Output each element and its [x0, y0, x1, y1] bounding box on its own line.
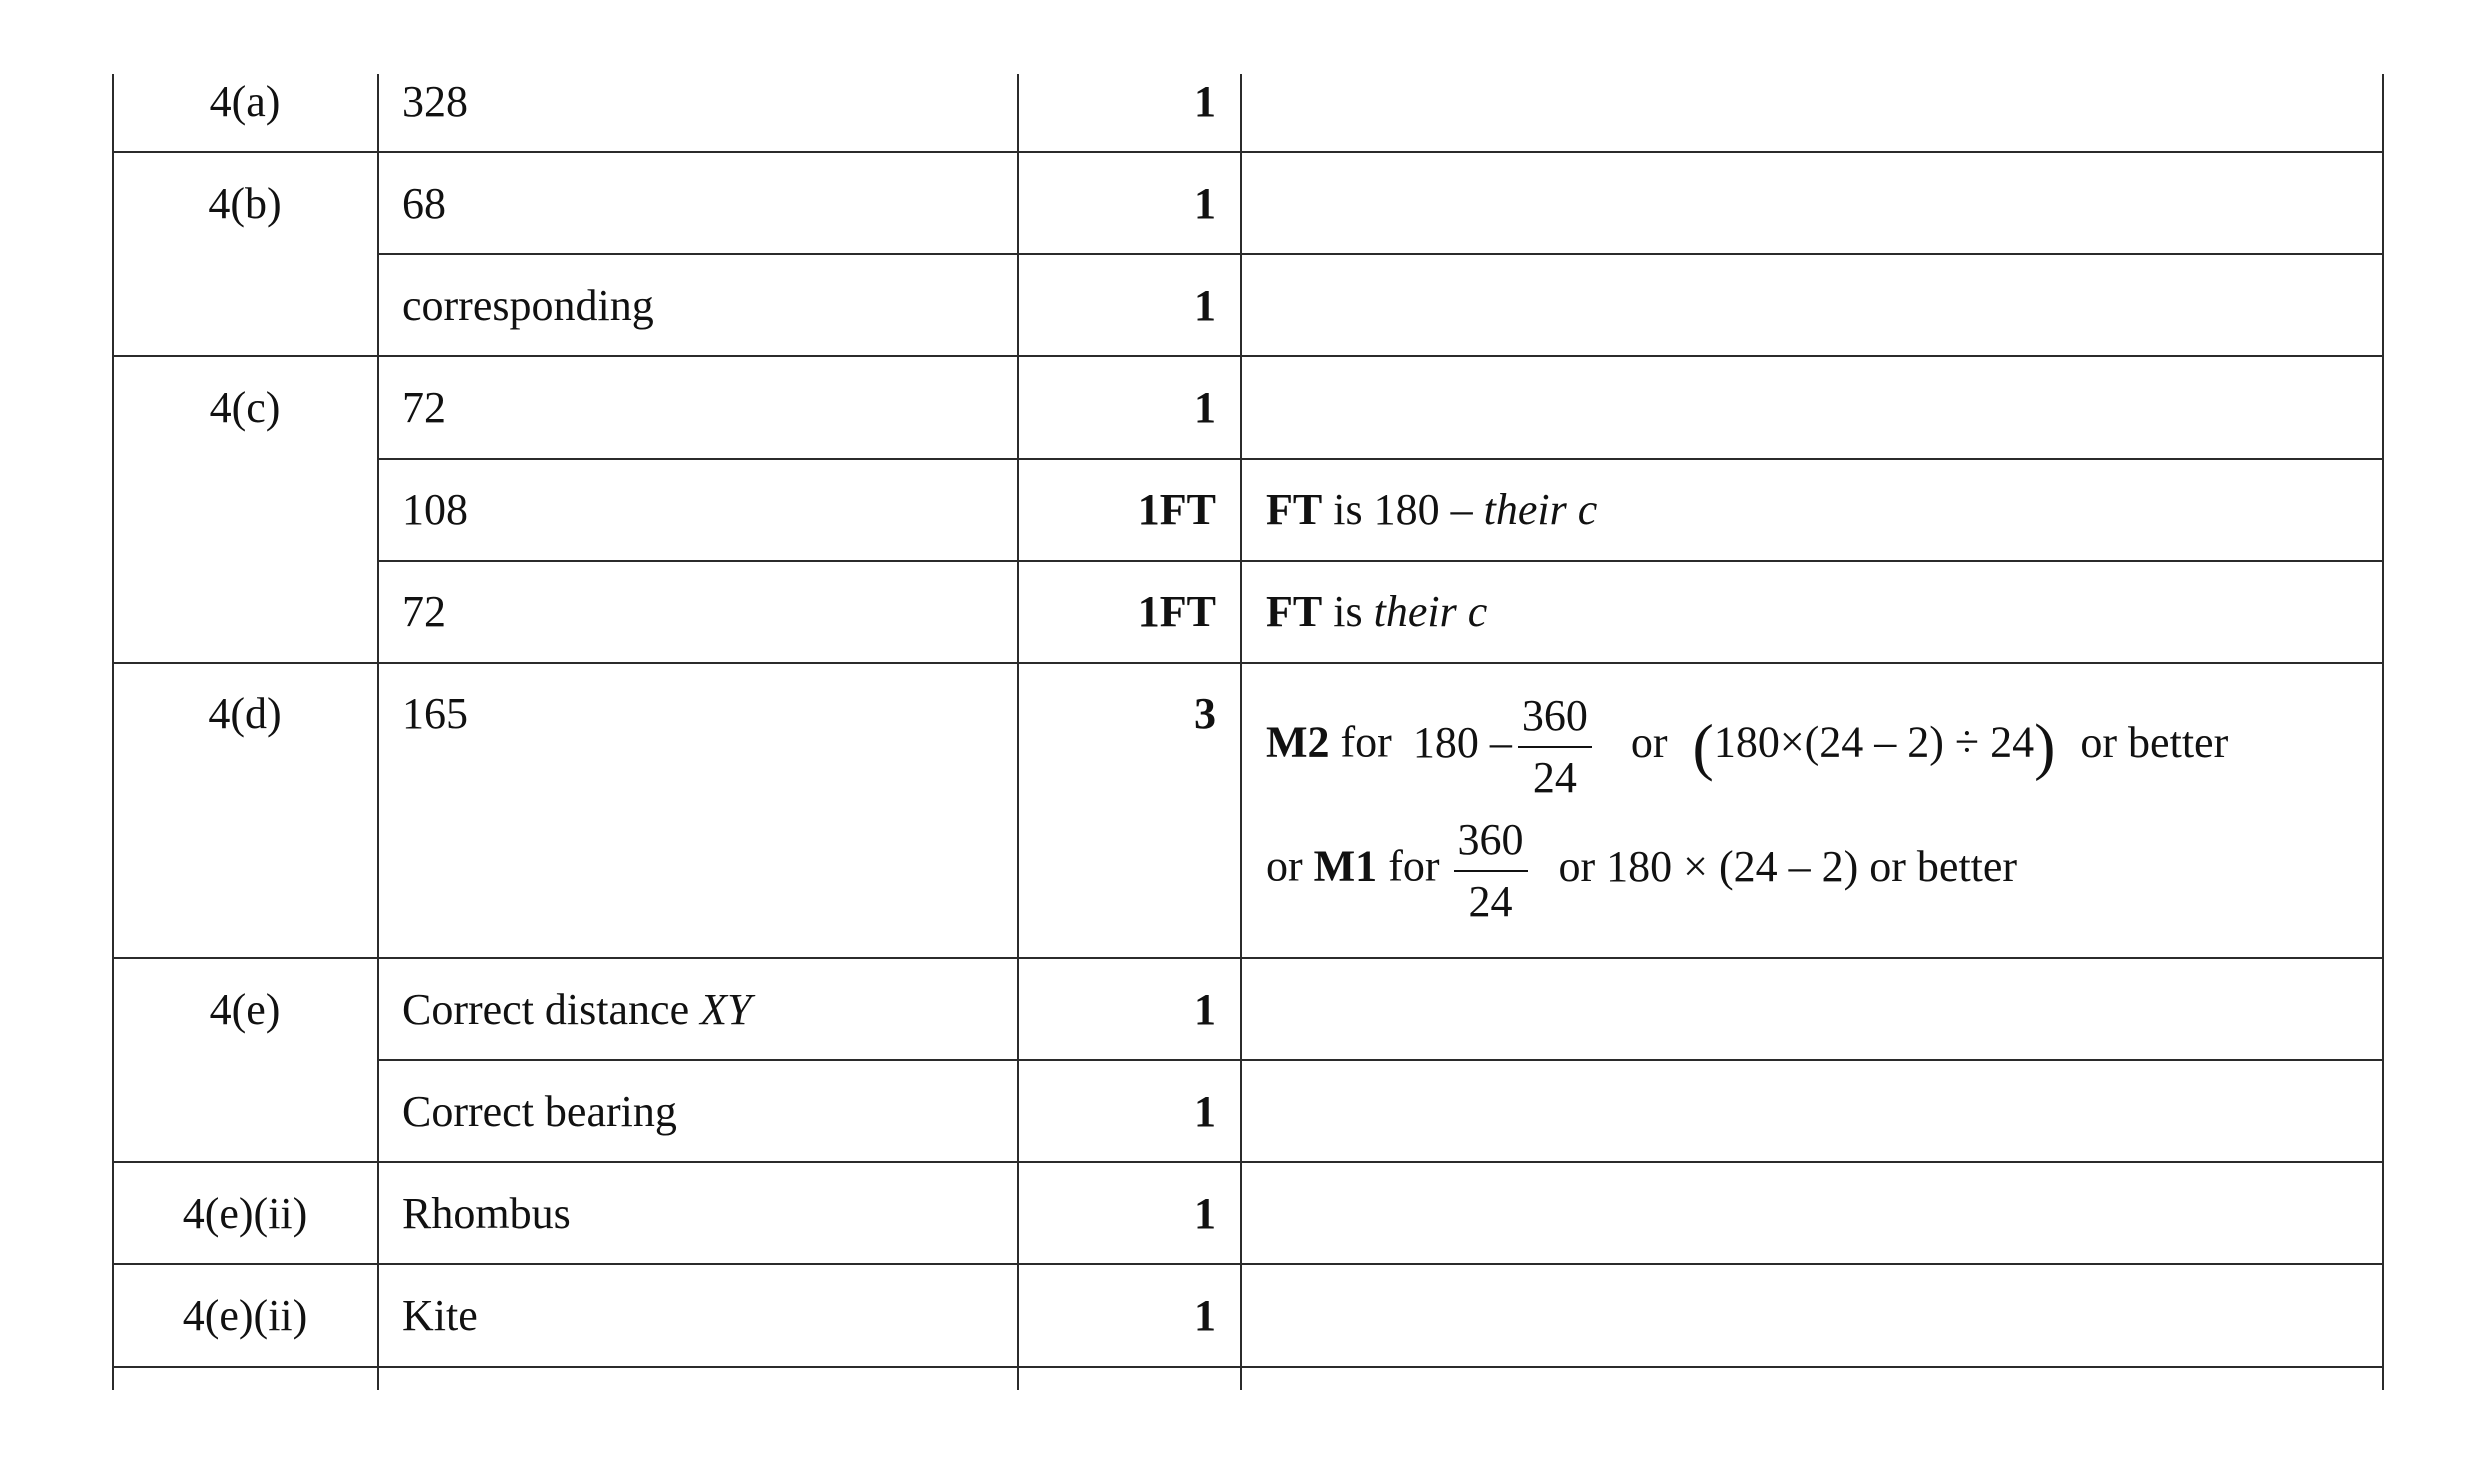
column-rule — [2382, 74, 2384, 1390]
answer-cell: 72 — [402, 587, 446, 636]
question-number: 4(e)(ii) — [182, 1291, 308, 1340]
guidance-italic: their c — [1373, 587, 1488, 636]
column-rule — [1240, 74, 1242, 1390]
guidance-text: is 180 – — [1333, 485, 1473, 534]
expression: 180×(24 – 2) ÷ 24 — [1713, 717, 2035, 767]
answer-cell: 328 — [402, 77, 468, 126]
row-rule — [112, 151, 2382, 153]
row-rule — [112, 1161, 2382, 1163]
marks-cell: 1FT — [1137, 485, 1216, 534]
guidance-text: or 180 × (24 – 2) or better — [1558, 841, 2018, 891]
question-number: 4(c) — [209, 383, 281, 432]
row-rule — [377, 458, 2382, 460]
row-rule — [377, 1059, 2382, 1061]
fraction-numerator: 360 — [1518, 692, 1592, 748]
guidance-line-m2 — [1266, 692, 2228, 801]
guidance-line-m1 — [1266, 816, 2017, 925]
marks-cell: 1 — [1194, 985, 1216, 1034]
question-number: 4(d) — [208, 689, 282, 738]
guidance-cell — [1266, 485, 1598, 534]
close-paren: ) — [2034, 710, 2056, 782]
row-rule — [112, 957, 2382, 959]
marks-cell: 1 — [1194, 1189, 1216, 1238]
question-number: 4(e) — [209, 985, 281, 1034]
question-number: 4(e)(ii) — [182, 1189, 308, 1238]
guidance-text: for — [1388, 841, 1440, 891]
answer-cell: 72 — [402, 383, 446, 432]
guidance-cell — [1266, 587, 1488, 636]
marks-cell: 1 — [1194, 281, 1216, 330]
question-number: 4(b) — [208, 179, 282, 228]
guidance-text: or — [1630, 717, 1668, 767]
marks-cell: 1 — [1194, 1291, 1216, 1340]
row-rule — [112, 1366, 2382, 1368]
guidance-text: for — [1340, 717, 1392, 767]
ft-label: FT — [1266, 587, 1323, 636]
answer-cell: 165 — [402, 689, 468, 738]
answer-cell — [402, 985, 752, 1034]
marks-cell: 1 — [1194, 383, 1216, 432]
answer-cell: 68 — [402, 179, 446, 228]
marks-cell: 1 — [1194, 1087, 1216, 1136]
guidance-italic: their c — [1483, 485, 1598, 534]
answer-italic: XY — [700, 985, 752, 1034]
expression: 180 – — [1412, 717, 1512, 767]
ft-label: FT — [1266, 485, 1323, 534]
fraction — [1454, 816, 1528, 925]
answer-cell: Rhombus — [402, 1189, 571, 1238]
answer-text: Correct distance — [402, 985, 690, 1034]
fraction-denominator: 24 — [1532, 752, 1577, 802]
guidance-text: is — [1333, 587, 1363, 636]
row-rule — [377, 253, 2382, 255]
row-rule — [112, 662, 2382, 664]
answer-cell: 108 — [402, 485, 468, 534]
row-rule — [112, 1263, 2382, 1265]
marks-cell: 1 — [1194, 77, 1216, 126]
marks-cell: 1FT — [1137, 587, 1216, 636]
guidance-text: or better — [2080, 717, 2229, 767]
column-rule — [377, 74, 379, 1390]
fraction-numerator: 360 — [1454, 816, 1528, 872]
row-rule — [377, 560, 2382, 562]
row-rule — [112, 355, 2382, 357]
m1-label: M1 — [1313, 841, 1378, 891]
answer-cell: Correct bearing — [402, 1087, 677, 1136]
m2-label: M2 — [1266, 717, 1330, 767]
column-rule — [1017, 74, 1019, 1390]
guidance-text: or — [1266, 841, 1303, 891]
marks-cell: 1 — [1194, 179, 1216, 228]
fraction-denominator: 24 — [1468, 876, 1513, 926]
question-number: 4(a) — [209, 77, 281, 126]
open-paren: ( — [1692, 710, 1714, 782]
answer-cell: corresponding — [402, 281, 654, 330]
fraction — [1518, 692, 1592, 801]
answer-cell: Kite — [402, 1291, 478, 1340]
marks-cell: 3 — [1194, 689, 1216, 738]
